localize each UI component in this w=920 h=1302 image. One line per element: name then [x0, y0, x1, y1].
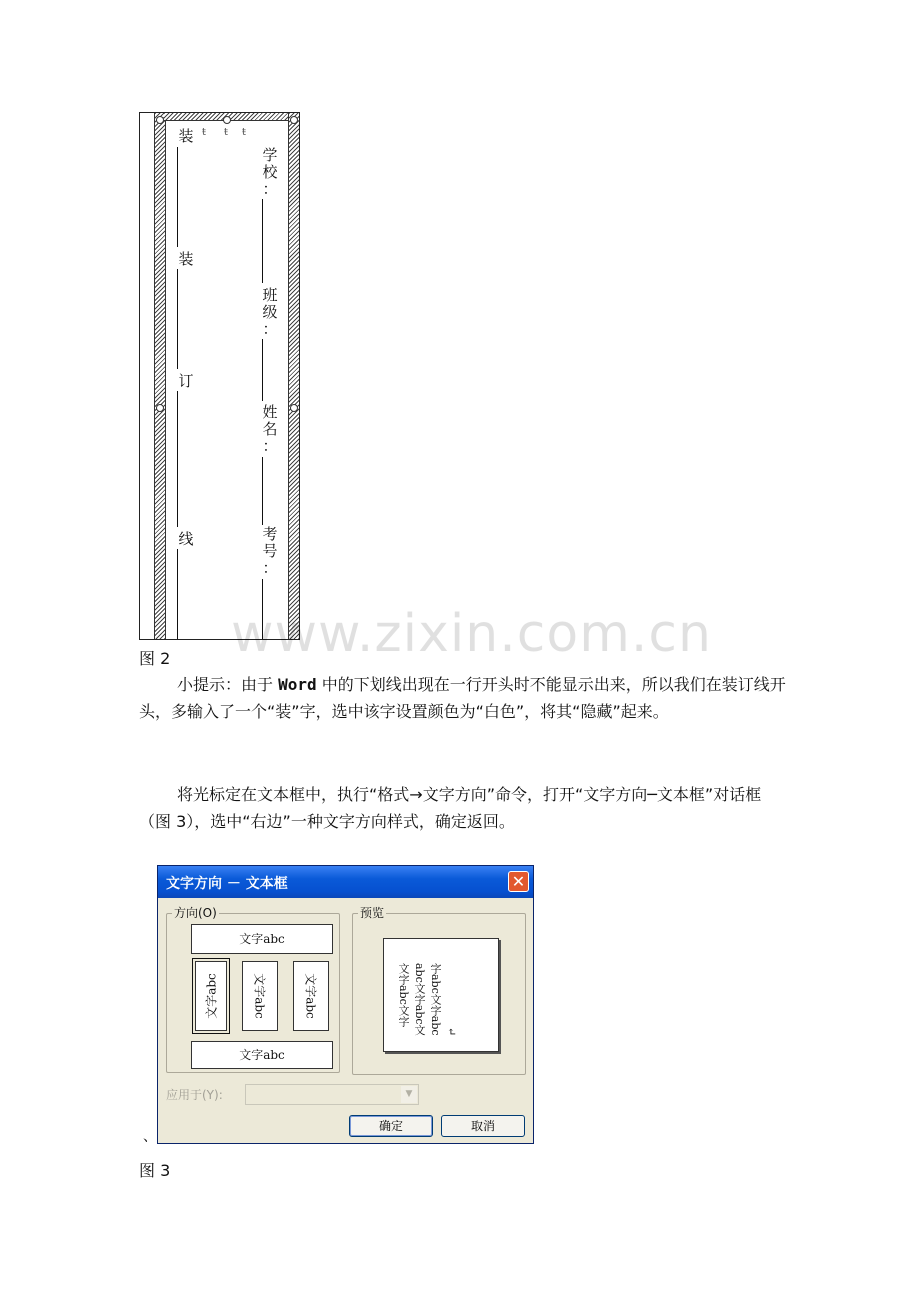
preview-pane: [383, 938, 499, 1052]
option-vertical-left-label: 文字abc: [303, 973, 318, 1019]
binding-char: 装: [178, 127, 194, 145]
textbox-border-right: [288, 113, 300, 639]
field-label-char: ：: [262, 559, 278, 577]
binding-char: 订: [178, 372, 194, 390]
ok-button[interactable]: 确定: [349, 1115, 433, 1137]
apply-to-label: 应用于(Y):: [166, 1088, 223, 1102]
option-horizontal-bottom[interactable]: [191, 1041, 333, 1069]
resize-handle-right[interactable]: [290, 404, 298, 412]
resize-handle-top-right[interactable]: [290, 116, 298, 124]
dialog-titlebar[interactable]: [158, 866, 533, 898]
tip-paragraph: [139, 671, 789, 725]
option-horizontal[interactable]: [191, 924, 333, 954]
instruction-paragraph: 将光标定在文本框中，执行“格式→文字方向”命令，打开“文字方向─文本框”对话框（图 3），选中“右边”一种文字方向样式，确定返回。: [139, 785, 762, 831]
resize-handle-top-left[interactable]: [156, 116, 164, 124]
binding-line-textbox: [139, 112, 300, 640]
preview-return-mark: ↵: [445, 1027, 458, 1037]
binding-line: [177, 549, 178, 640]
text-direction-dialog: [157, 865, 534, 1144]
option-horizontal-bottom-label: 文字abc: [239, 1048, 285, 1062]
field-label-char: 考: [262, 525, 278, 543]
resize-handle-top[interactable]: [223, 116, 231, 124]
field-label-char: ：: [262, 320, 278, 338]
preview-line: 字abc文字abc: [429, 963, 442, 1036]
stray-mark: 、: [143, 1129, 157, 1145]
field-label-char: 校: [262, 163, 278, 181]
option-vertical-stacked-label: 文字abc: [252, 973, 267, 1019]
preview-line: 文字abc文字: [397, 963, 410, 1027]
watermark: www.zixin.com.cn: [231, 604, 712, 664]
field-label-char: 名: [262, 420, 278, 438]
tab-mark: ŧ: [242, 127, 246, 138]
field-underline: [262, 339, 263, 401]
chevron-down-icon[interactable]: ▼: [401, 1086, 417, 1103]
orientation-group-label: 方向(O): [174, 906, 217, 920]
close-icon: ✕: [511, 872, 526, 891]
field-label-char: 姓: [262, 403, 278, 421]
field-label-char: 学: [262, 146, 278, 164]
binding-line: [177, 147, 178, 247]
option-vertical-right[interactable]: [195, 961, 227, 1031]
binding-char: 装: [178, 250, 194, 268]
close-button[interactable]: [508, 871, 529, 892]
field-label-char: ：: [262, 180, 278, 198]
field-underline: [262, 199, 263, 283]
option-horizontal-label: 文字abc: [239, 932, 285, 946]
textbox-border-left: [154, 113, 166, 639]
tip-text-end: 中的下划线出现在一行开头时不能显示出来，所以我们在装订线开头，多输入了一个“装”字，选中该字设置颜色为“白色”，将其“隐藏”起来。: [139, 675, 786, 721]
option-vertical-stacked[interactable]: [242, 961, 278, 1031]
tip-text-start: 小提示：由于: [177, 675, 279, 694]
tip-word: Word: [278, 675, 317, 694]
cancel-button[interactable]: 取消: [441, 1115, 525, 1137]
field-label-char: 班: [262, 286, 278, 304]
apply-to-dropdown[interactable]: [245, 1084, 419, 1105]
field-label-char: ：: [262, 437, 278, 455]
preview-line: abc文字abc文: [413, 963, 426, 1036]
tab-mark: ŧ: [224, 127, 228, 138]
preview-group-label: 预览: [360, 906, 385, 920]
option-vertical-right-label: 文字abc: [204, 973, 219, 1019]
binding-char: 线: [178, 530, 194, 548]
figure-caption: 图 2: [139, 649, 171, 668]
dialog-title: 文字方向 － 文本框: [166, 876, 288, 892]
resize-handle-left[interactable]: [156, 404, 164, 412]
field-label-char: 级: [262, 303, 278, 321]
option-vertical-left[interactable]: [293, 961, 329, 1031]
tab-mark: ŧ: [202, 127, 206, 138]
field-underline: [262, 457, 263, 525]
binding-line: [177, 391, 178, 527]
figure-caption: 图 3: [139, 1161, 171, 1180]
binding-line: [177, 269, 178, 369]
field-label-char: 号: [262, 542, 278, 560]
